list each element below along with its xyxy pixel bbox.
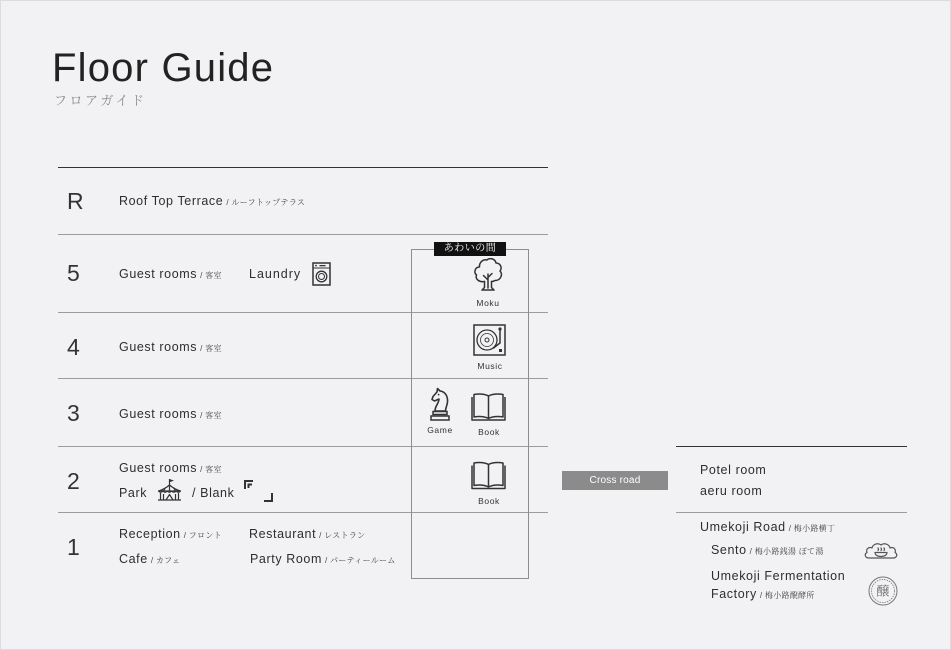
chess-knight-icon: [429, 387, 451, 421]
tree-icon: [472, 257, 504, 291]
park: [119, 485, 147, 501]
sento-ja: / 梅小路銭湯 ぽて湯: [749, 547, 824, 556]
corner-brackets-icon: [243, 479, 274, 503]
restaurant-ja: / レストラン: [319, 531, 366, 540]
laundry: [249, 266, 301, 282]
floor-label-2: 2: [67, 468, 80, 494]
floor-label-4: 4: [67, 334, 80, 360]
game-label: Game: [427, 425, 453, 435]
reception: [119, 526, 222, 542]
roof-top-terrace-ja: / ルーフトップテラス: [226, 198, 306, 207]
moku-label: Moku: [476, 298, 500, 308]
book-icon: [471, 460, 506, 491]
guest-rooms-ja: / 客室: [200, 465, 222, 474]
party-room-ja: / パーティールーム: [325, 556, 396, 565]
cross-road-tag: Cross road: [562, 471, 668, 490]
park-name: Park: [119, 486, 148, 500]
seal-glyph: 醸: [876, 584, 890, 600]
roof-top-terrace-name: Roof Top Terrace: [119, 194, 224, 208]
sento: [711, 542, 824, 558]
book-icon: [471, 392, 506, 422]
umekoji-road-name: Umekoji Road: [700, 520, 786, 534]
circus-tent-icon: [157, 478, 182, 501]
awai-badge: あわいの間: [434, 242, 506, 256]
guest-rooms-3f: [119, 406, 222, 422]
guest-rooms-name: Guest rooms: [119, 461, 198, 475]
floor-row-r: [58, 167, 548, 234]
potel-room-name: Potel room: [700, 463, 767, 477]
guest-rooms-name: Guest rooms: [119, 267, 198, 281]
fermentation-factory-name-2: Factory: [711, 587, 757, 601]
book-label-3f: Book: [478, 427, 500, 437]
guest-rooms-name: Guest rooms: [119, 407, 198, 421]
party-room: [250, 551, 396, 567]
umekoji-road-ja: / 梅小路横丁: [788, 524, 836, 533]
blank: [192, 485, 234, 501]
cafe-ja: / カフェ: [150, 556, 181, 565]
party-room-name: Party Room: [250, 552, 322, 566]
floor-label-3: 3: [67, 400, 80, 426]
guest-rooms-ja: / 客室: [200, 411, 222, 420]
music-label: Music: [477, 361, 503, 371]
guest-rooms-5f: [119, 266, 222, 282]
guest-rooms-2f: [119, 460, 222, 476]
cafe: [119, 551, 180, 567]
aeru-room-name: aeru room: [700, 484, 763, 498]
guest-rooms-4f: [119, 339, 222, 355]
floor-label-5: 5: [67, 260, 80, 286]
sento-name: Sento: [711, 543, 747, 557]
annex-top-rule: [676, 446, 907, 447]
turntable-icon: [473, 324, 506, 356]
page-title: Floor Guide: [52, 46, 275, 90]
fermentation-factory-ja: / 梅小路醗酵所: [759, 591, 815, 600]
fermentation-factory-line1: [711, 568, 845, 584]
laundry-name: Laundry: [249, 267, 302, 281]
blank-name: / Blank: [192, 486, 235, 500]
book-label-2f: Book: [478, 496, 500, 506]
reception-ja: / フロント: [183, 531, 222, 540]
fermentation-factory-name-1: Umekoji Fermentation: [711, 569, 846, 583]
page-subtitle: フロアガイド: [54, 93, 147, 108]
potel-room: [700, 462, 766, 478]
restaurant: [249, 526, 365, 542]
restaurant-name: Restaurant: [249, 527, 317, 541]
washing-machine-icon: [312, 262, 331, 286]
annex-ground-rule: [676, 512, 907, 513]
guest-rooms-ja: / 客室: [200, 344, 222, 353]
guest-rooms-name: Guest rooms: [119, 340, 198, 354]
roof-top-terrace: [119, 193, 305, 209]
aeru-room: [700, 483, 762, 499]
cafe-name: Cafe: [119, 552, 148, 566]
fermentation-seal-icon: [867, 576, 899, 606]
bathhouse-cloud-icon: [863, 540, 899, 562]
guest-rooms-ja: / 客室: [200, 271, 222, 280]
floor-label-r: R: [67, 188, 84, 214]
umekoji-road: [700, 519, 835, 535]
reception-name: Reception: [119, 527, 181, 541]
fermentation-factory-line2: [711, 586, 815, 602]
floor-label-1: 1: [67, 534, 80, 560]
